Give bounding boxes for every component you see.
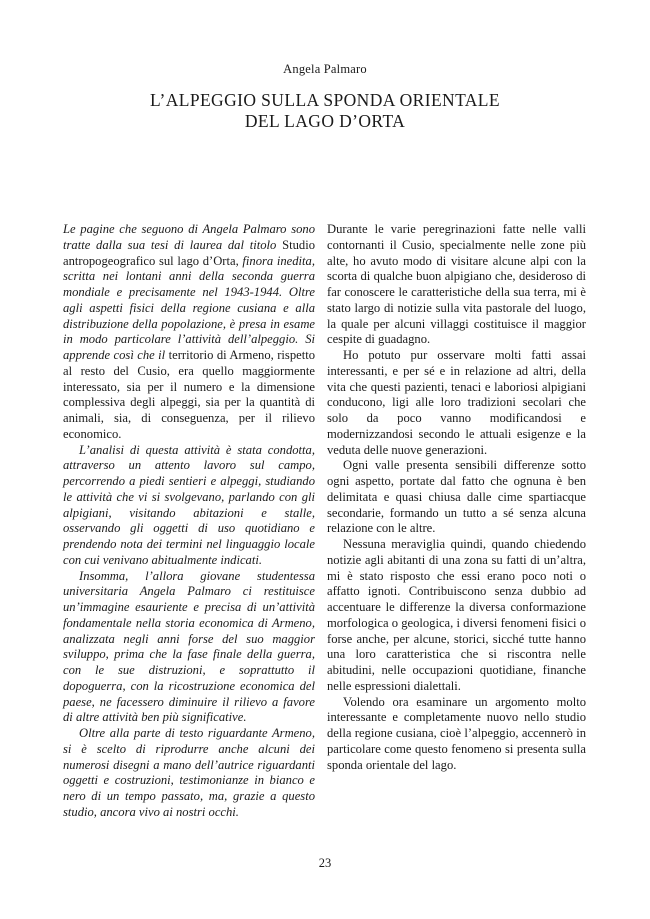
intro-paragraph-2: L’analisi di questa attività è stata condotta, attraverso un attento lavoro sul campo, percorrendo a piedi sentieri e alpeggi, studiando le attività che vi si svolgevano, parlando con gli alpigiani, visitando abitazioni e stalle, osservando gli oggetti di uso quotidiano e prendendo nota dei termini nel linguaggio locale con cui venivano abitualmente indicati. <box>63 442 315 567</box>
intro-p1-text-a: Le pagine che seguono di Angela Palmaro sono tratte dalla sua tesi di laurea dal titolo <box>63 222 315 252</box>
body-paragraph-2: Ho potuto pur osservare molti fatti assai interessanti, e per sé e in relazione ad altri, della vita che questi pazienti, tenaci e laboriosi alpigiani conducono, ligi alle loro tradizioni secolari che solo da poco vanno modificandosi e modernizzandosi secondo le attuali esigenze e la veduta delle nuove generazioni. <box>327 348 586 457</box>
introduction-column <box>63 222 315 821</box>
page-number: 23 <box>318 856 332 870</box>
author-name: Angela Palmaro <box>283 62 367 76</box>
intro-paragraph-1 <box>63 222 315 443</box>
intro-p1-text-c: finora inedita, scritta nei lontani anni della seconda guerra mondiale e precisamente nel 1943-1944. Oltre agli aspetti fisici della regione cusiana e alla distribuzione della popolazione, è presa in esame in modo particolare l’attività dell’alpeggio. Si apprende così che il <box>63 253 315 362</box>
thesis-title: Studio antropogeografico sul lago d’Orta, <box>63 237 315 268</box>
intro-paragraph-4: Oltre alla parte di testo riguardante Armeno, si è scelto di riprodurre anche alcuni dei numerosi disegni a mano dell’autrice riguardanti oggetti e costruzioni, testimonianze in bianco e nero di un tempo passato, ma, grazie a questo studio, ancora vivo ai nostri occhi. <box>63 726 315 819</box>
body-paragraph-3: Ogni valle presenta sensibili differenze sotto ogni aspetto, portate dal fatto che ognuna è ben delimitata e quasi chiusa dalle cime spartiacque secondarie, formando un tutto a sé senza alcuna relazione con le altre. <box>327 458 586 536</box>
body-paragraph-4: Nessuna meraviglia quindi, quando chiedendo notizie agli abitanti di una zona su fatti di un’altra, mi è stato risposto che essi erano poco noti o affatto ignoti. Contribuiscono senza dubbio ad accentuare le differenze la diversa conformazione morfologica o geologica, i diversi fenomeni fisici o forse anche, per alcune, storici, sicché tutte hanno una loro caratteristica che si riscontra nelle abitudini, nelle occupazioni quotidiane, finanche nelle espressioni dialettali. <box>327 537 586 693</box>
intro-paragraph-3: Insomma, l’allora giovane studentessa universitaria Angela Palmaro ci restituisce un’immagine esauriente e precisa di un’attività fondamentale nella storia economica di Armeno, analizzata negli anni forse del suo maggior sviluppo, prima che la fase finale della guerra, con le sue distruzioni, e soprattutto il dopoguerra, con la ricostruzione economica del paese, ne facessero diminuire il rilievo a favore di altre attività ben più significative. <box>63 568 315 725</box>
article-title <box>0 90 650 132</box>
body-column <box>327 222 586 773</box>
body-paragraph-1: Durante le varie peregrinazioni fatte nelle valli contornanti il Cusio, specialmente nelle zone più alte, ho avuto modo di visitare alcune alpi con la scorta di qualche buon alpigiano che, desideroso di far conoscere le caratteristiche della sua terra, mi è stato largo di notizie sulla vita pastorale del luogo, la quale per alcuni villaggi costituisce il maggior cespite di guadagno. <box>327 222 586 347</box>
title-line-1: L’ALPEGGIO SULLA SPONDA ORIENTALE <box>150 90 500 110</box>
intro-p1-text-d: territorio di Armeno, rispetto al resto del Cusio, era quello maggiormente interessato, sia per il numero e la dimensione complessiva degli alpeggi, sia per la quantità di animali, sia, di conseguenza, per il rilievo economico. <box>63 348 316 441</box>
title-line-2: DEL LAGO D’ORTA <box>244 111 406 131</box>
body-paragraph-5: Volendo ora esaminare un argomento molto interessante e completamente nuovo nello studio della regione cusiana, cioè l’alpeggio, accennerò in particolare come questo fenomeno si presenta sulla sponda orientale del lago. <box>327 694 586 772</box>
